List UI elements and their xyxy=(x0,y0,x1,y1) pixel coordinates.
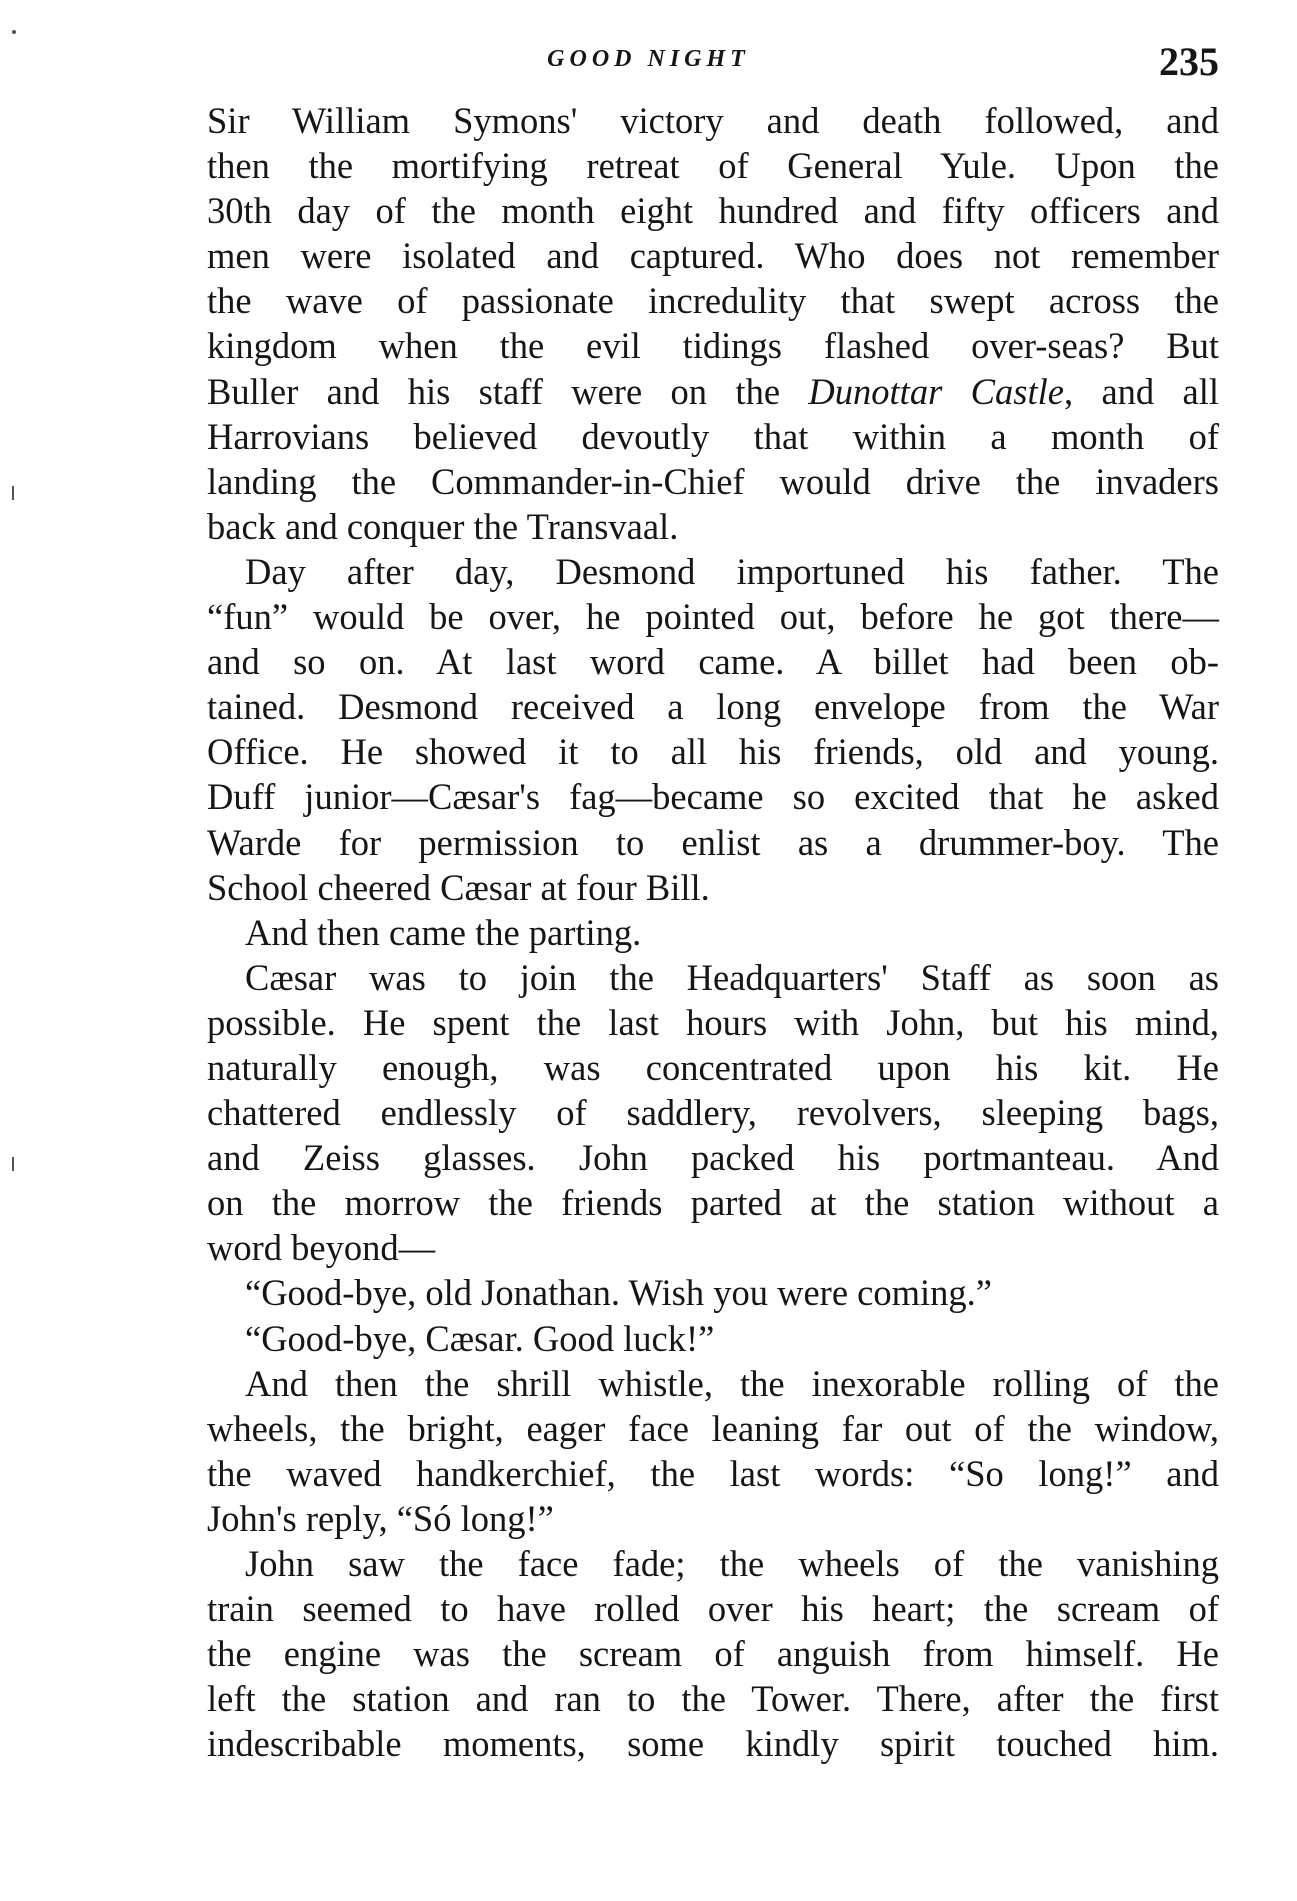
text-line-part: Buller and his staff were on the xyxy=(207,370,781,412)
running-head xyxy=(0,39,1297,84)
margin-speck xyxy=(12,30,16,34)
text-line: word beyond— xyxy=(207,1227,436,1269)
body-text xyxy=(207,98,1219,1766)
text-line: Office. He showed it to all his friends, old and young. xyxy=(207,731,1219,773)
text-line: And then came the parting. xyxy=(245,911,642,953)
text-line: And then the shrill whistle, the inexorable rolling of the xyxy=(245,1362,1219,1404)
text-line: and Zeiss glasses. John packed his portmanteau. And xyxy=(207,1137,1219,1179)
text-line: indescribable moments, some kindly spirit touched him. xyxy=(207,1723,1219,1765)
text-line: naturally enough, was concentrated upon his kit. He xyxy=(207,1046,1219,1088)
page-number: 235 xyxy=(1159,39,1219,84)
text-line: Duff junior—Cæsar's fag—became so excited that he asked xyxy=(207,776,1219,818)
text-line: possible. He spent the last hours with John, but his mind, xyxy=(207,1001,1219,1043)
text-line: Warde for permission to enlist as a drummer-boy. The xyxy=(207,821,1219,863)
text-line: then the mortifying retreat of General Yule. Upon the xyxy=(207,145,1219,187)
text-line: kingdom when the evil tidings flashed over-seas? But xyxy=(207,325,1219,367)
text-line-part: , and all xyxy=(1063,370,1220,412)
ship-name: Dunottar Castle xyxy=(808,370,1064,412)
text-line: the engine was the scream of anguish from himself. He xyxy=(207,1633,1219,1675)
text-line: and so on. At last word came. A billet had been ob- xyxy=(207,641,1219,683)
text-line: “fun” would be over, he pointed out, before he got there— xyxy=(207,596,1219,638)
text-line: 30th day of the month eight hundred and fifty officers and xyxy=(207,190,1219,232)
text-line: wheels, the bright, eager face leaning far out of the window, xyxy=(207,1407,1219,1449)
text-line: left the station and ran to the Tower. There, after the first xyxy=(207,1678,1219,1720)
text-line: back and conquer the Transvaal. xyxy=(207,505,679,547)
text-line: chattered endlessly of saddlery, revolvers, sleeping bags, xyxy=(207,1092,1219,1134)
text-line: men were isolated and captured. Who does not remember xyxy=(207,235,1219,277)
text-line: the waved handkerchief, the last words: “So long!” and xyxy=(207,1452,1219,1494)
text-line: the wave of passionate incredulity that swept across the xyxy=(207,280,1219,322)
text-line: “Good-bye, Cæsar. Good luck!” xyxy=(245,1317,715,1359)
text-line: John saw the face fade; the wheels of the vanishing xyxy=(245,1543,1219,1584)
text-line: John's reply, “Só long!” xyxy=(207,1497,554,1539)
text-line xyxy=(207,369,1219,414)
text-line: Harrovians believed devoutly that within a month of xyxy=(207,415,1219,457)
text-line: tained. Desmond received a long envelope from the War xyxy=(207,686,1219,728)
text-line: Cæsar was to join the Headquarters' Staff as soon as xyxy=(245,956,1219,998)
text-line: “Good-bye, old Jonathan. Wish you were coming.” xyxy=(245,1272,992,1314)
running-title: GOOD NIGHT xyxy=(547,46,750,72)
margin-speck xyxy=(12,1157,14,1171)
text-line: Day after day, Desmond importuned his father. The xyxy=(245,550,1219,592)
text-line: School cheered Cæsar at four Bill. xyxy=(207,866,710,908)
text-line: train seemed to have rolled over his heart; the scream of xyxy=(207,1588,1219,1630)
margin-speck xyxy=(12,486,14,500)
text-line: Sir William Symons' victory and death followed, and xyxy=(207,100,1219,141)
text-line: landing the Commander-in-Chief would drive the invaders xyxy=(207,460,1219,502)
text-line: on the morrow the friends parted at the station without a xyxy=(207,1182,1219,1224)
